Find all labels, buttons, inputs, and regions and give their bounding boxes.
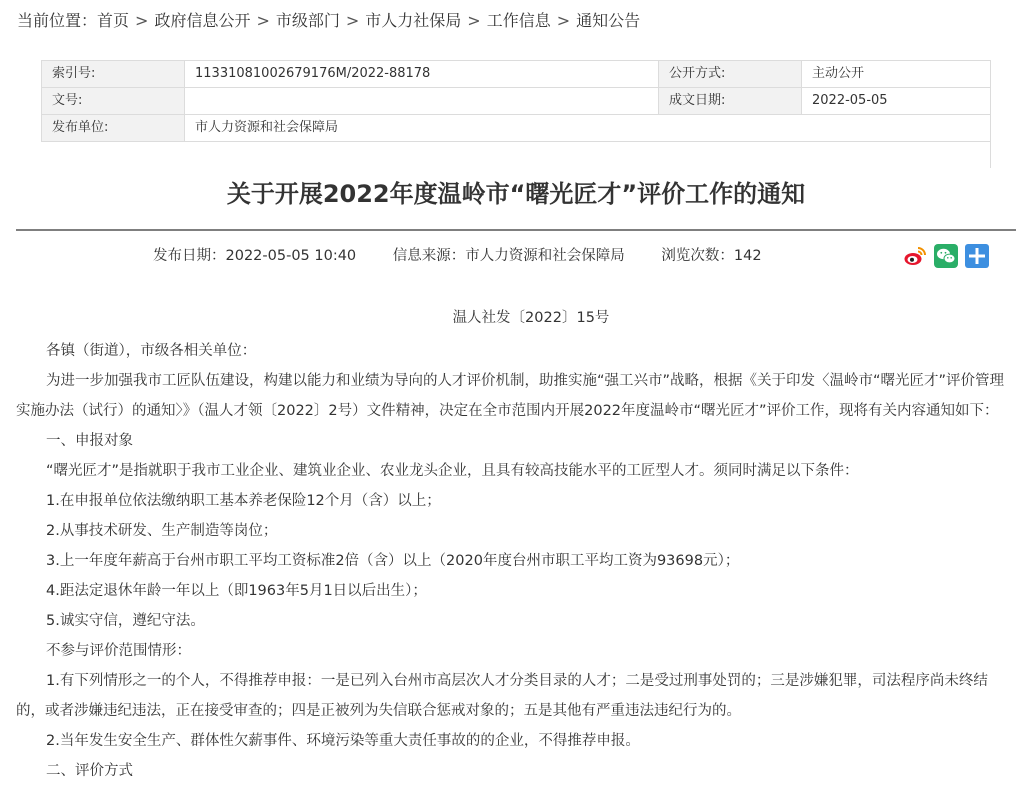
doc-no-label: 文号: [42, 88, 185, 115]
breadcrumb-home[interactable]: 首页 [97, 11, 130, 30]
publish-method-label: 公开方式: [659, 61, 802, 88]
unit-label: 发布单位: [42, 115, 185, 142]
meta-row-unit [42, 115, 991, 142]
breadcrumb-separator: > [467, 11, 481, 30]
publish-method-value: 主动公开 [802, 61, 991, 88]
document-number: 温人社发〔2022〕15号 [452, 310, 610, 326]
meta-row-docno [42, 88, 991, 115]
index-label: 索引号: [42, 61, 185, 88]
view-count: 浏览次数：142 [661, 248, 762, 264]
publish-date: 发布日期：2022-05-05 10:40 [153, 248, 357, 264]
list-item: 5.诚实守信，遵纪守法。 [46, 613, 205, 629]
unit-value: 市人力资源和社会保障局 [185, 115, 991, 142]
plus-icon[interactable] [965, 244, 989, 268]
breadcrumb-hr-bureau[interactable]: 市人力社保局 [365, 11, 462, 30]
breadcrumb-separator: > [345, 11, 360, 30]
article-body [16, 336, 1016, 786]
meta-row-index [42, 61, 991, 88]
doc-no-value [185, 88, 659, 115]
list-item: 2.从事技术研发、生产制造等岗位； [46, 523, 278, 539]
list-item: 3.上一年度年薪高于台州市职工平均工资标准2倍（含）以上（2020年度台州市职工平均工资为93698元）； [46, 553, 740, 569]
list-item: 4.距法定退休年龄一年以上（即1963年5月1日以后出生）； [46, 583, 427, 599]
wechat-icon[interactable] [934, 244, 958, 268]
paragraph: 不参与评价范围情形： [46, 643, 191, 659]
list-item: 1.在申报单位依法缴纳职工基本养老保险12个月（含）以上； [46, 493, 441, 509]
date-label: 成文日期: [659, 88, 802, 115]
breadcrumb [17, 9, 640, 33]
section-heading: 一、申报对象 [46, 433, 133, 449]
breadcrumb-separator: > [135, 11, 149, 30]
paragraph: “曙光匠才”是指就职于我市工业企业、建筑业企业、农业龙头企业，且具有较高技能水平的工匠型人才。须同时满足以下条件： [46, 463, 859, 479]
article-title: 关于开展2022年度温岭市“曙光匠才”评价工作的通知 [226, 180, 806, 208]
paragraph: 各镇（街道），市级各相关单位： [46, 343, 257, 359]
breadcrumb-prefix: 当前位置： [17, 11, 98, 30]
index-value: 11331081002679176M/2022-88178 [185, 61, 659, 88]
breadcrumb-work-info[interactable]: 工作信息 [486, 11, 551, 30]
date-value: 2022-05-05 [802, 88, 991, 115]
weibo-icon[interactable] [903, 244, 927, 268]
table-edge-line [990, 60, 991, 168]
breadcrumb-notices[interactable]: 通知公告 [576, 11, 641, 30]
section-heading: 二、评价方式 [46, 763, 133, 779]
article-info-bar [153, 244, 794, 268]
info-source: 信息来源：市人力资源和社会保障局 [392, 248, 625, 264]
list-item: 1.有下列情形之一的个人，不得推荐申报：一是已列入台州市高层次人才分类目录的人才；二是受过刑事处罚的；三是涉嫌犯罪，司法程序尚未终结的，或者涉嫌违纪违法，正在接受审查的；四是正被列为失信联合惩戒对象的；五是其他有严重违法违纪行为的。 [16, 673, 988, 719]
document-meta-table [41, 60, 991, 142]
breadcrumb-separator: > [556, 11, 571, 30]
title-divider [16, 229, 1016, 231]
paragraph: 为进一步加强我市工匠队伍建设，构建以能力和业绩为导向的人才评价机制，助推实施“强工兴市”战略，根据《关于印发〈温岭市“曙光匠才”评价管理实施办法（试行）的通知〉》（温人才领〔2022〕2号）文件精神，决定在全市范围内开展2022年度温岭市“曙光匠才”评价工作，现将有关内容通知如下： [16, 373, 1005, 419]
breadcrumb-separator: > [256, 11, 270, 30]
breadcrumb-gov-info[interactable]: 政府信息公开 [154, 11, 251, 30]
list-item: 2.当年发生安全生产、群体性欠薪事件、环境污染等重大责任事故的的企业，不得推荐申报。 [46, 733, 640, 749]
breadcrumb-city-departments[interactable]: 市级部门 [275, 11, 340, 30]
